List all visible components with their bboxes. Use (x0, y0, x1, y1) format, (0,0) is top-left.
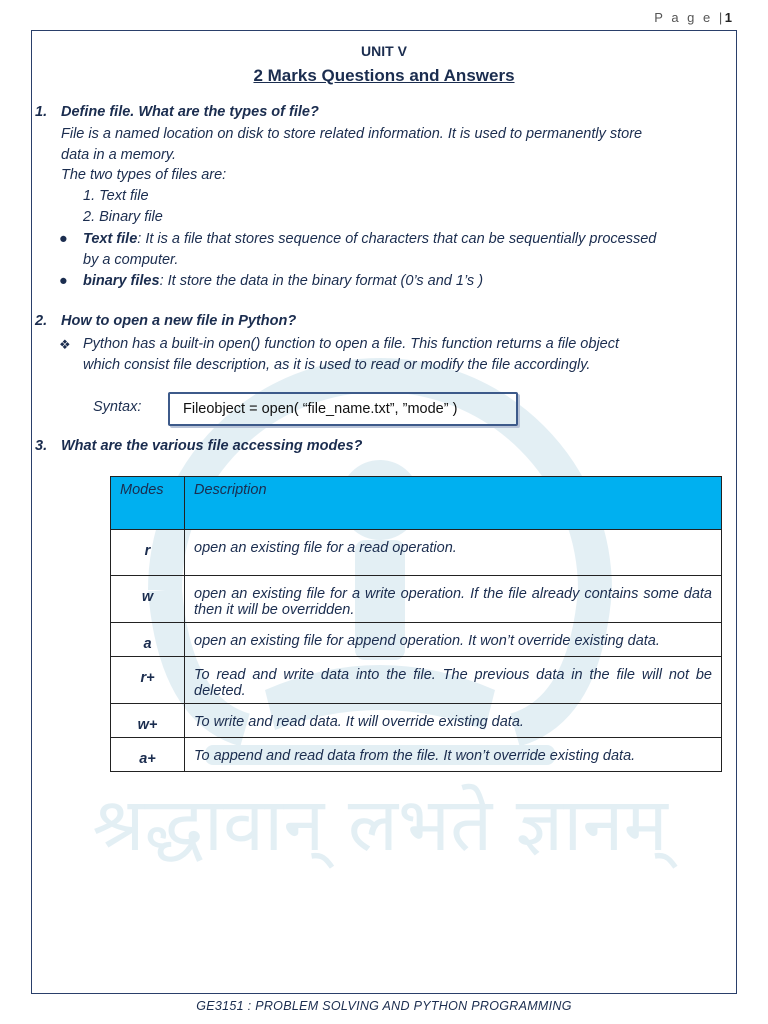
table-row (111, 623, 722, 657)
column-header-description: Description (185, 477, 722, 530)
q1-bullet-text-file (83, 229, 731, 250)
syntax-code-box: Fileobject = open( “file_name.txt”, ”mode” ) (168, 392, 518, 426)
question-2-text: How to open a new file in Python? (61, 313, 297, 329)
mode-cell: w (111, 576, 185, 623)
q1-bullet-text-file-line2: by a computer. (83, 252, 179, 268)
table-row (111, 657, 722, 704)
question-1-number: 1. (35, 104, 48, 120)
q1-type-2: 2. Binary file (83, 209, 163, 225)
question-3 (35, 438, 362, 454)
page-label: P a g e (654, 10, 713, 25)
table-row (111, 530, 722, 576)
q2-answer-line2: which consist file description, as it is used to read or modify the file accordingly. (83, 357, 591, 373)
bullet-text: : It is a file that stores sequence of characters that can be sequentially processed (137, 231, 657, 247)
description-cell: To read and write data into the file. The previous data in the file will not be deleted. (185, 657, 722, 704)
table-row (111, 738, 722, 772)
bullet-text: : It store the data in the binary format (0’s and 1’s ) (159, 273, 484, 289)
page-title: 2 Marks Questions and Answers (253, 66, 515, 85)
bullet-icon: ● (59, 231, 68, 247)
page-footer: GE3151 : PROBLEM SOLVING AND PYTHON PROGRAMMING (196, 999, 572, 1013)
diamond-bullet-icon: ❖ (59, 337, 71, 352)
q1-bullet-binary-file (83, 271, 483, 292)
page-number: 1 (724, 10, 732, 25)
description-cell: open an existing file for a write operation. If the file already contains some data then it will be overridden. (185, 576, 722, 623)
question-3-number: 3. (35, 438, 48, 454)
description-cell: To append and read data from the file. It won’t override existing data. (185, 738, 722, 772)
question-1-text: Define file. What are the types of file? (61, 104, 319, 120)
description-cell: To write and read data. It will override existing data. (185, 704, 722, 738)
mode-cell: a+ (111, 738, 185, 772)
watermark-motto: श्रद्धावान् लभते ज्ञानम् (92, 782, 668, 868)
table-row (111, 576, 722, 623)
column-header-modes: Modes (111, 477, 185, 530)
file-modes-table (110, 476, 722, 772)
mode-cell: r+ (111, 657, 185, 704)
bullet-icon: ● (59, 273, 68, 289)
description-cell: open an existing file for append operation. It won’t override existing data. (185, 623, 722, 657)
bullet-term: Text file (83, 231, 138, 247)
question-2 (35, 313, 296, 329)
page-number-label: P a g e |1 (654, 10, 732, 25)
table-header-row (111, 477, 722, 530)
description-cell: open an existing file for a read operation. (185, 530, 722, 576)
bullet-term: binary files (83, 273, 160, 289)
question-2-number: 2. (35, 313, 48, 329)
q1-answer-line2: data in a memory. (61, 147, 176, 163)
q1-type-1: 1. Text file (83, 188, 149, 204)
q1-types-intro: The two types of files are: (61, 167, 227, 183)
document-body (35, 40, 733, 767)
q2-answer-line1: Python has a built-in open() function to open a file. This function returns a file object (83, 336, 620, 352)
mode-cell: w+ (111, 704, 185, 738)
syntax-label: Syntax: (93, 399, 142, 415)
question-1 (35, 104, 319, 120)
mode-cell: r (111, 530, 185, 576)
table-row (111, 704, 722, 738)
question-3-text: What are the various file accessing modes? (61, 438, 363, 454)
mode-cell: a (111, 623, 185, 657)
q1-answer-line1: File is a named location on disk to store related information. It is used to permanently store (61, 126, 643, 142)
unit-heading: UNIT V (361, 43, 407, 59)
